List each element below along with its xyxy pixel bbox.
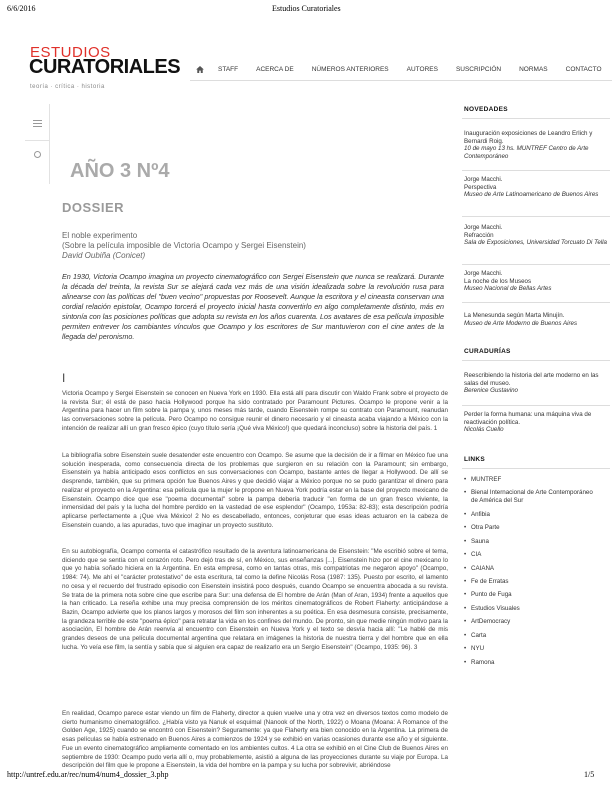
novedad-text: Jorge Macchi. (464, 224, 503, 231)
link-item[interactable]: • Sauna (464, 537, 489, 545)
article-heading (62, 231, 306, 261)
print-url: http://untref.edu.ar/rec/num4/num4_dossier_3.php (7, 770, 169, 779)
novedad-venue: 10 de mayo 13 hs. MUNTREF Centro de Arte Contemporáneo (464, 145, 589, 160)
novedad-item[interactable] (464, 224, 612, 247)
item-divider (462, 405, 610, 406)
novedad-text: La Menesunda según Marta Minujín. (464, 312, 565, 319)
novedad-item[interactable] (464, 312, 612, 327)
novedad-venue: Museo de Arte Moderno de Buenos Aires (464, 319, 578, 327)
nav-divider (190, 80, 612, 81)
article-lead: En 1930, Victoria Ocampo imagina un proyecto cinematográfico con Sergei Eisenstein que nunca se realizará. Durante la década del treinta, la revista Sur se alejará cada vez más de una visión idealizada sobre la revolución rusa para alinearse con las políticas del "buen vecino" propuestas por Roosevelt. Aunque la escritora y el cineasta conservan una cordial relación epistolar, Ocampo torcerá el proyecto inicial hasta convertirlo en algo completamente distinto, más en sintonía con las posiciones políticas que adopta su revista en los años cuarenta. Los avatares de esa película imposible permiten entrever los cambiantes vínculos que Ocampo y los escritores de Sur mantuvieron con el cine antes de la llegada del peronismo. (62, 272, 444, 341)
novedad-venue: Sala de Exposiciones, Universidad Torcuato Di Tella (464, 239, 607, 247)
novedad-text: Jorge Macchi. (464, 176, 503, 183)
print-title: Estudios Curatoriales (272, 4, 341, 13)
novedad-text: Perspectiva (464, 183, 497, 191)
link-item[interactable]: • Ramona (464, 658, 495, 666)
section-number: I (62, 371, 66, 385)
link-label[interactable]: Estudios Visuales (471, 604, 520, 612)
paragraph-2: La bibliografía sobre Eisenstein suele desatender este encuentro con Ocampo. Se asume que la decisión de ir a filmar en México fue una solución inesperada, como consecuencia directa de los problemas que surgieron en su relación con la Paramount; sin embargo, Eisenstein ya había anticipado esos conflictos en sus conversaciones con Ocampo, bastante antes de llegar a Hollywood. De allí se desprende, también, que su primera opción fue Buenos Aires y que decidió viajar a México porque no se pudo garantizar el dinero para realizar el proyecto en la Argentina: esa película que la mujer le propone en Nueva York podría estar en la base del proyecto mexicano de Eisenstein. Ocampo dice que ese "poema documental" sobre la pampa debería traducir "en forma de un gran fresco viviente, la inmensidad del país y la lucha del hombre perdido en la vastedad de ese esplendor" (Ocampo, 1953a: 82-83); esta descripción podría aplicarse perfectamente a ¡Que viva México! 2 No es descabellado, entonces, conjeturar que esas ideas actuaron en la cabeza de Eisenstein cuando, a las apuradas, tuvo que imaginar un proyecto sustituto. (62, 452, 448, 529)
link-label[interactable]: Sauna (471, 537, 489, 545)
novedad-venue: Museo de Arte Latinoamericano de Buenos Aires (464, 191, 599, 199)
link-item[interactable]: • Punto de Fuga (464, 591, 512, 599)
curaduria-text: Perder la forma humana: una máquina viva de reactivación política. (464, 411, 592, 426)
novedad-text: La noche de los Museos (464, 277, 532, 285)
link-label[interactable]: ArtDemocracy (471, 618, 511, 626)
item-divider (462, 216, 610, 217)
article-author[interactable]: David Oubiña (Conicet) (62, 251, 146, 260)
main-nav (196, 66, 612, 73)
link-label[interactable]: CAIANA (471, 564, 495, 572)
link-label[interactable]: Punto de Fuga (471, 591, 512, 599)
links-list (464, 476, 612, 672)
paragraph-1: Victoria Ocampo y Sergei Eisenstein se conocen en Nueva York en 1930. Ella está allí para discutir con Waldo Frank sobre el proyecto de la revista Sur; él está de paso hacia Hollywood porque ha sido contratado por Paramount Pictures. Ocampo le propone venir a la Argentina para hacer un film sobre la pampa y, unos meses más tarde, cuando Eisenstein rompe su contrato con Paramount, reanudan las conversaciones sobre la película. Pero Ocampo no consigue reunir el dinero necesario y el cineasta acaba viajando a México con la intención de realizar allí un gran fresco épico (cuyo título sería ¡Qué viva México!) que quedará inconcluso) sobre la historia del país. 1 (62, 390, 448, 432)
curadurias-header (464, 348, 612, 355)
item-divider (462, 264, 610, 265)
novedad-text: Refracción (464, 231, 494, 239)
link-item[interactable]: • ArtDemocracy (464, 618, 511, 626)
item-divider (462, 170, 610, 171)
article-title: El noble experimento (62, 231, 138, 240)
novedades-header (464, 106, 612, 113)
curadurias-title: CURADURÍAS (464, 348, 511, 355)
print-date: 6/6/2016 (7, 4, 36, 13)
link-label[interactable]: Bienal Internacional de Arte Contemporáneo de América del Sur (471, 489, 593, 505)
nav-suscripcion[interactable]: SUSCRIPCIÓN (455, 66, 502, 73)
side-toolbar (25, 104, 50, 184)
novedad-item[interactable] (464, 176, 612, 199)
item-divider (462, 302, 610, 303)
novedad-text: Jorge Macchi. (464, 270, 503, 277)
links-divider (462, 468, 610, 469)
link-item[interactable]: • Otra Parte (464, 524, 500, 532)
links-title: LINKS (464, 456, 485, 463)
gear-icon[interactable] (34, 151, 41, 158)
novedades-title: NOVEDADES (464, 106, 508, 113)
link-item[interactable]: • Anfibia (464, 510, 490, 518)
nav-contacto[interactable]: CONTACTO (565, 66, 602, 73)
link-label[interactable]: Fe de Erratas (471, 577, 509, 585)
curaduria-author: Berenice Gustavino (464, 387, 518, 395)
nav-normas[interactable]: NORMAS (519, 66, 548, 73)
link-item[interactable]: • CIA (464, 551, 482, 559)
paragraph-3: En su autobiografía, Ocampo comenta el catastrófico resultado de la aventura latinoamericana de Eisenstein: "Me escribió sobre el tema, diciendo que se sentía con el corazón roto. Pero dejó tras de sí, en México, sus enseñanzas [...]. Eisenstein hizo por el cine mexicano lo que yo había soñado hiciera en la Argentina. En esta empresa, como en tantas otras, mis compatriotas me negaron apoyo" (Ocampo, 1984: 74). Me ahí el "carácter protestativo" de esta escritura, tal como la define Nicolás Rosa (1987: 135). Puesto por escrito, el lamento no cesa y el recuerdo del frustrado episodio con Eisenstein insistirá poco después, cuando Ocampo se encuentra abocada a su revista. Se trata de la primera nota sobre cine que escribe para Sur: una defensa de El hombre de Arán (Man of Aran, 1934) frente a aquellos que la han criticado. La reseña exhibe una muy precisa comprensión de los méritos cinematográficos de Robert Flaherty: anticipándose a Bazin, Ocampo advierte que los planos largos y morosos del film son inherentes a su poética. En esa desmesura consiste, precisamente, la grandeza terrible de este "poema épico" para retratar la vida en los confines del mundo. De pronto, sin que medie ningún motivo para la asociación, El hombre de Arán reenvía al encuentro con Eisenstein en Nueva York y el texto se desvía hacia allí: "Le hablé de mis grandes deseos de una película documental argentina que relatara en imágenes la historia de nuestra tierra y del hombre que en ella lucha. Yo veía ese film, la sentía y sabía que si alguien era capaz de realizarlo era un Sergio Eisenstein" (Ocampo, 1935: 96). 3 (62, 548, 448, 651)
novedad-item[interactable] (464, 270, 612, 293)
link-item[interactable]: • MUNTREF (464, 476, 502, 483)
link-item[interactable]: • Fe de Erratas (464, 577, 509, 585)
curaduria-author: Nicolás Cuello (464, 426, 504, 434)
issue-volume: AÑO 3 Nº4 (70, 160, 170, 182)
nav-staff[interactable]: STAFF (218, 66, 239, 73)
link-item[interactable]: • NYU (464, 645, 485, 653)
article-subtitle: (Sobre la película imposible de Victoria Ocampo y Sergei Eisenstein) (62, 241, 306, 250)
print-page: 1/5 (584, 770, 595, 779)
novedades-divider (462, 118, 610, 119)
link-label[interactable]: Ramona (471, 658, 495, 666)
nav-numeros[interactable]: NÚMEROS ANTERIORES (311, 66, 389, 73)
link-label[interactable]: NYU (471, 645, 485, 653)
curaduria-item[interactable] (464, 411, 612, 434)
link-label[interactable]: MUNTREF (471, 476, 502, 483)
side-toolbar-divider (25, 140, 49, 141)
link-item[interactable]: • Estudios Visuales (464, 604, 520, 612)
link-label[interactable]: CIA (471, 551, 482, 559)
nav-autores[interactable]: AUTORES (406, 66, 438, 73)
curadurias-divider (462, 360, 610, 361)
link-label[interactable]: Carta (471, 631, 487, 639)
section-title: DOSSIER (62, 200, 125, 215)
nav-acerca[interactable]: ACERCA DE (256, 66, 294, 73)
home-icon[interactable] (196, 66, 204, 73)
links-header (464, 456, 612, 463)
link-item[interactable]: • CAIANA (464, 564, 495, 572)
link-label[interactable]: Anfibia (471, 510, 490, 518)
curaduria-text: Reescribiendo la historia del arte moderno en las salas del museo. (464, 372, 599, 387)
logo-tagline: teoría · crítica · historia (30, 84, 105, 90)
link-label[interactable]: Otra Parte (471, 524, 500, 532)
link-item[interactable]: • Carta (464, 631, 487, 639)
novedad-venue: Museo Nacional de Bellas Artes (464, 285, 552, 293)
logo-curatoriales[interactable]: CURATORIALES (29, 56, 181, 78)
curaduria-item[interactable] (464, 372, 612, 395)
menu-icon[interactable] (33, 118, 42, 129)
logo-estudios[interactable]: ESTUDIOS (30, 44, 111, 61)
novedad-text: Inauguración exposiciones de Leandro Erlich y Bernardi Roig. (464, 130, 593, 145)
link-item[interactable]: • Bienal Internacional de Arte Contemporáneo de América del Sur (464, 489, 612, 504)
paragraph-4: En realidad, Ocampo parece estar viendo un film de Flaherty, director a quien vuelve una y otra vez en diversos textos como modelo de cierto humanismo cinematográfico. ¿Había visto ya Nanuk el esquimal (Nanook of the North, 1922) o Moana (Moana: A Romance of the Golden Age, 1925) cuando se encontró con Eisenstein? Seguramente: ya que Flaherty era bien conocido en la Argentina. La primera de esas películas se había estrenado en Buenos Aires a comienzos de 1924 y se exhibió en varias ocasiones durante ese año y el siguiente. Fue un evento cinematográfico ampliamente comentado en los ambientes cultos. 4 La otra se exhibió en el Cine Club de Buenos Aires en septiembre de 1930: Ocampo pudo verla allí o, muy probablemente, asistió a alguna de las proyecciones durante su viaje por Europa. La descripción del film que le propone a Eisenstein, la vida del hombre en la pampa y su lucha por sobrevivir, abriéndose (62, 710, 448, 770)
novedad-item[interactable] (464, 130, 612, 160)
